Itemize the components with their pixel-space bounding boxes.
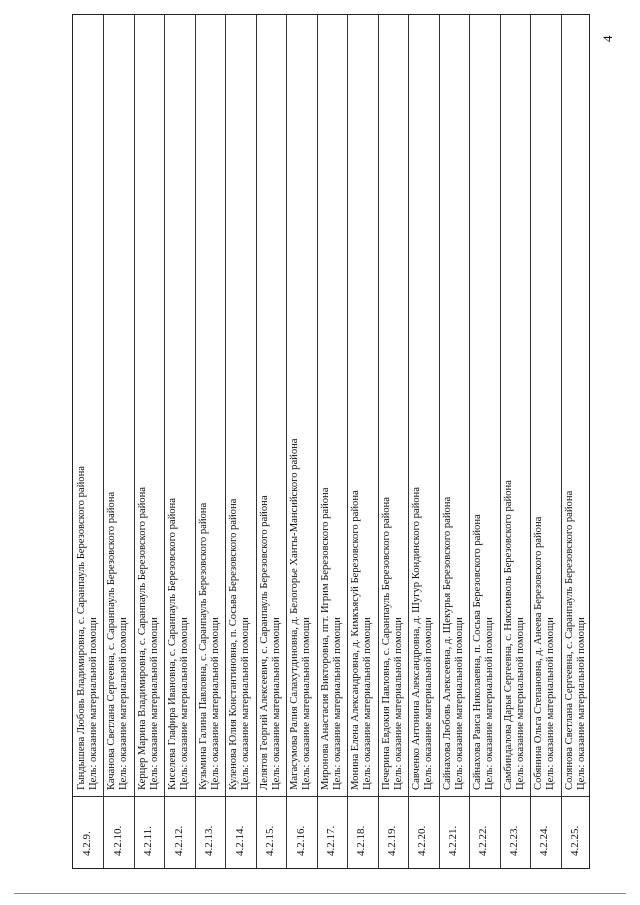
assistance-purpose: Цель: оказание материальной помощи bbox=[179, 617, 191, 790]
row-number-cell bbox=[439, 796, 469, 870]
recipient-name: Миронова Анастасия Викторовна, пгт. Игрим Березовского района bbox=[319, 487, 331, 790]
recipient-cell bbox=[134, 15, 164, 796]
row-number: 4.2.11. bbox=[142, 826, 155, 856]
recipient-name: Сайнахова Любовь Алексеевна, д. Щекурья Березовского района bbox=[441, 496, 453, 790]
recipient-cell bbox=[103, 15, 133, 796]
recipient-name: Куленова Юлия Константиновна, п. Сосьва Березовского района bbox=[228, 498, 240, 790]
recipient-name: Самбиндалова Дарья Сергеевна, с. Няксимволь Березовского района bbox=[502, 480, 514, 790]
recipient-name: Сайнахова Раиса Николаевна, п. Сосьва Березовского района bbox=[472, 514, 484, 790]
row-number: 4.2.9. bbox=[81, 831, 94, 856]
row-number: 4.2.18. bbox=[355, 825, 368, 856]
row-number: 4.2.17. bbox=[324, 825, 337, 856]
assistance-purpose: Цель: оказание материальной помощи bbox=[392, 617, 404, 790]
assistance-purpose: Цель: оказание материальной помощи bbox=[88, 617, 99, 790]
row-number-cell bbox=[347, 796, 377, 870]
recipient-cell bbox=[378, 15, 408, 796]
recipient-cell bbox=[225, 15, 255, 796]
recipient-name: Киселева Глафира Ивановна, с. Саранпауль Березовского района bbox=[167, 498, 179, 790]
bottom-rule bbox=[14, 893, 626, 894]
assistance-purpose: Цель: оказание материальной помощи bbox=[575, 617, 587, 790]
assistance-purpose: Цель: оказание материальной помощи bbox=[270, 617, 282, 790]
row-number: 4.2.19. bbox=[385, 825, 398, 856]
assistance-purpose: Цель: оказание материальной помощи bbox=[209, 617, 221, 790]
row-number-cell bbox=[378, 796, 408, 870]
recipient-name: Кузьмина Галина Павловна, с. Саранпауль Березовского района bbox=[197, 502, 209, 790]
recipient-name: Солянова Светлана Сергеевна, с. Саранпауль Березовского района bbox=[563, 490, 575, 790]
recipient-cell bbox=[408, 15, 438, 796]
row-number-cell bbox=[561, 796, 591, 870]
recipient-name: Савченко Антонина Александровна, д. Шугур Кондинского района bbox=[411, 487, 423, 790]
assistance-purpose: Цель: оказание материальной помощи bbox=[362, 617, 374, 790]
recipient-cell bbox=[347, 15, 377, 796]
assistance-purpose: Цель: оказание материальной помощи bbox=[423, 617, 435, 790]
assistance-purpose: Цель: оказание материальной помощи bbox=[484, 617, 496, 790]
assistance-purpose: Цель: оказание материальной помощи bbox=[118, 617, 130, 790]
recipient-name: Гындышева Любовь Владимировна, с. Саранпауль Березовского района bbox=[76, 466, 87, 790]
recipient-cell bbox=[195, 15, 225, 796]
assistance-purpose: Цель: оказание материальной помощи bbox=[514, 617, 526, 790]
recipient-text bbox=[106, 492, 130, 790]
recipient-text bbox=[503, 480, 527, 790]
recipient-name: Печерина Евдокия Павловна, с. Саранпауль Березовского района bbox=[380, 497, 392, 790]
assistance-purpose: Цель: оказание материальной помощи bbox=[331, 617, 343, 790]
recipient-name: Монина Елена Александровна, д. Кимкъясуй Березовского района bbox=[350, 490, 362, 790]
row-number: 4.2.14. bbox=[233, 825, 246, 856]
assistance-purpose: Цель: оказание материальной помощи bbox=[240, 617, 252, 790]
recipient-cell bbox=[317, 15, 347, 796]
row-number: 4.2.12. bbox=[172, 825, 185, 856]
row-number: 4.2.16. bbox=[294, 825, 307, 856]
row-number: 4.2.21. bbox=[446, 825, 459, 856]
row-number: 4.2.13. bbox=[203, 825, 216, 856]
recipient-cell bbox=[500, 15, 530, 796]
recipient-text bbox=[533, 517, 557, 790]
recipient-cell bbox=[561, 15, 591, 796]
row-number-cell bbox=[195, 796, 225, 870]
row-number-cell bbox=[256, 796, 286, 870]
recipient-name: Собянина Ольга Степановна, д. Анеева Березовского района bbox=[533, 516, 545, 790]
page-number: 4 bbox=[600, 35, 615, 42]
row-number-cell bbox=[286, 796, 316, 870]
row-number-cell bbox=[225, 796, 255, 870]
row-number: 4.2.10. bbox=[111, 825, 124, 856]
recipient-text bbox=[381, 497, 405, 790]
row-number-cell bbox=[164, 796, 194, 870]
recipient-text bbox=[472, 514, 496, 790]
recipient-text bbox=[137, 487, 161, 790]
row-number-cell bbox=[530, 796, 560, 870]
row-number: 4.2.24. bbox=[538, 825, 551, 856]
recipient-name: Магасумова Ралия Салахутдиновна, д. Белогорье Ханты-Мансийского района bbox=[289, 438, 301, 790]
recipient-cell bbox=[469, 15, 499, 796]
recipient-cell bbox=[439, 15, 469, 796]
row-number-cell bbox=[73, 796, 103, 870]
row-number: 4.2.15. bbox=[264, 825, 277, 856]
recipient-text bbox=[442, 497, 466, 790]
assistance-purpose: Цель: оказание материальной помощи bbox=[301, 617, 313, 790]
recipient-text bbox=[167, 498, 191, 790]
row-number-cell bbox=[103, 796, 133, 870]
recipient-text bbox=[320, 488, 344, 790]
recipient-text bbox=[289, 438, 313, 790]
document-table bbox=[72, 14, 590, 869]
recipient-text bbox=[228, 499, 252, 790]
recipient-text bbox=[350, 490, 374, 790]
recipient-text bbox=[564, 491, 588, 790]
recipient-name: Керцер Марина Владимировна, с. Саранпауль Березовского района bbox=[136, 487, 148, 790]
row-number-cell bbox=[500, 796, 530, 870]
row-number-cell bbox=[469, 796, 499, 870]
assistance-purpose: Цель: оказание материальной помощи bbox=[453, 617, 465, 790]
recipient-cell bbox=[286, 15, 316, 796]
recipient-text bbox=[411, 487, 435, 790]
row-number: 4.2.25. bbox=[568, 825, 581, 856]
row-number-cell bbox=[134, 796, 164, 870]
row-number-cell bbox=[317, 796, 347, 870]
row-number: 4.2.23. bbox=[507, 825, 520, 856]
assistance-purpose: Цель: оказание материальной помощи bbox=[148, 617, 160, 790]
recipient-cell bbox=[164, 15, 194, 796]
recipient-name: Качанова Светлана Сергеевна, с. Саранпауль Березовского района bbox=[106, 491, 118, 790]
assistance-purpose: Цель: оказание материальной помощи bbox=[545, 617, 557, 790]
recipient-name: Лелятов Георгий Алексеевич, с. Саранпауль Березовского района bbox=[258, 495, 270, 790]
recipient-cell bbox=[530, 15, 560, 796]
row-number: 4.2.20. bbox=[416, 825, 429, 856]
recipient-cell bbox=[73, 15, 103, 796]
recipient-cell bbox=[256, 15, 286, 796]
row-number: 4.2.22. bbox=[477, 825, 490, 856]
row-number-cell bbox=[408, 796, 438, 870]
recipient-text bbox=[76, 466, 100, 790]
recipient-text bbox=[259, 495, 283, 790]
recipient-text bbox=[198, 503, 222, 790]
